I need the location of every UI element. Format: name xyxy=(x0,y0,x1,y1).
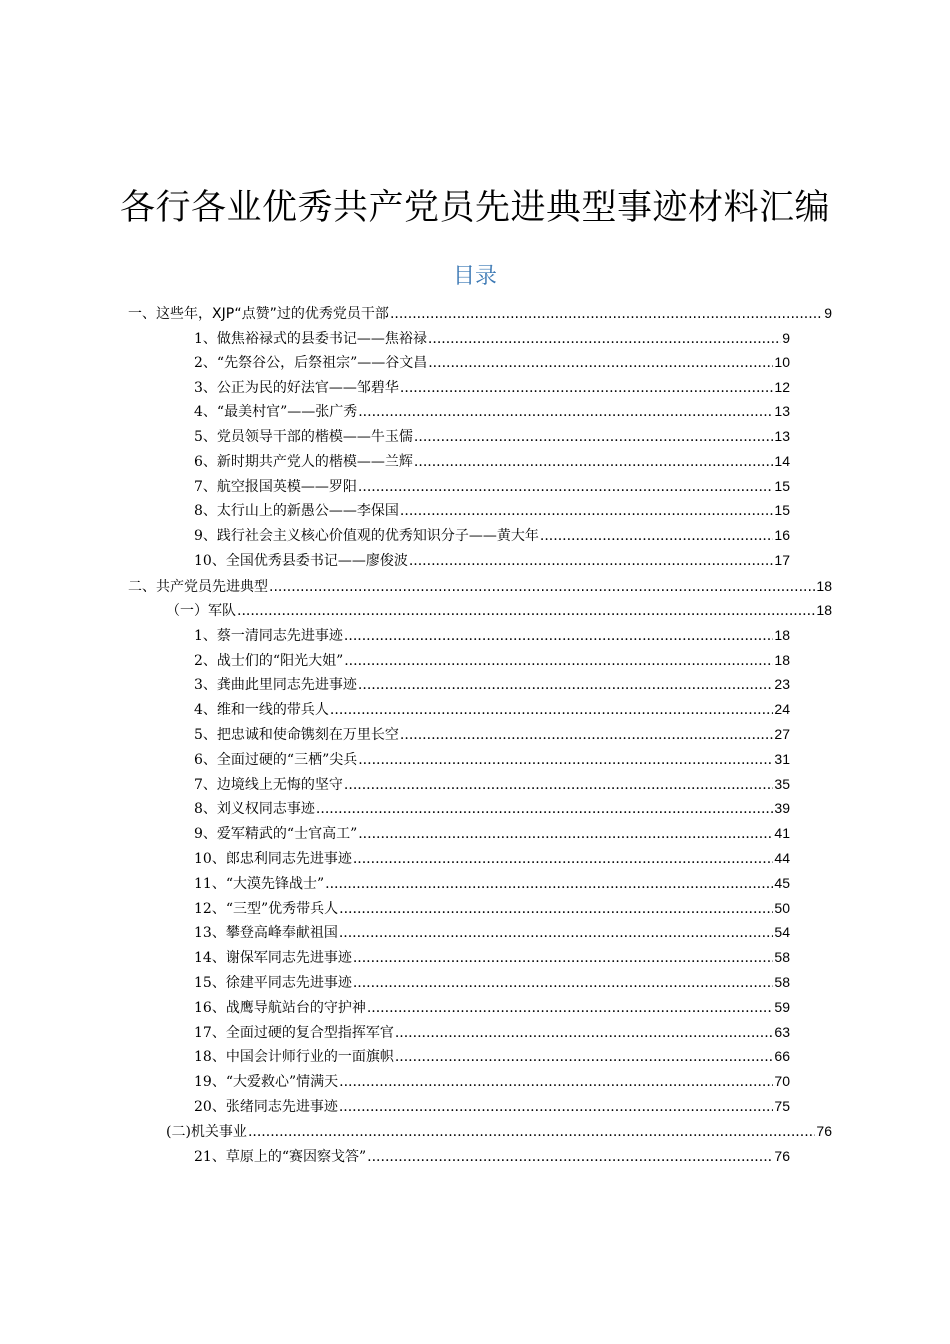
toc-entry[interactable] xyxy=(194,499,790,521)
toc-leader-dots xyxy=(358,823,773,845)
toc-entry[interactable] xyxy=(128,302,832,324)
toc-entry[interactable] xyxy=(194,946,790,968)
toc-leader-dots xyxy=(330,699,774,721)
toc-entry[interactable] xyxy=(194,921,790,943)
toc-entry[interactable] xyxy=(194,748,790,770)
toc-entry[interactable] xyxy=(194,1070,790,1092)
toc-entry-page: 24 xyxy=(774,701,790,717)
toc-leader-dots xyxy=(339,1096,774,1118)
toc-entry[interactable] xyxy=(194,351,790,373)
toc-leader-dots xyxy=(237,600,815,622)
toc-entry[interactable] xyxy=(194,773,790,795)
toc-entry[interactable] xyxy=(194,649,790,671)
toc-entry-title: 一、这些年，XJP“点赞”过的优秀党员干部 xyxy=(128,306,389,322)
toc-entry[interactable] xyxy=(194,897,790,919)
toc-entry[interactable] xyxy=(194,624,790,646)
toc-leader-dots xyxy=(325,873,773,895)
toc-entry-page: 75 xyxy=(774,1098,790,1114)
toc-entry-page: 23 xyxy=(774,676,790,692)
toc-entry-page: 63 xyxy=(774,1024,790,1040)
toc-leader-dots xyxy=(390,303,823,325)
toc-entry-page: 54 xyxy=(774,924,790,940)
toc-entry-title: 4、维和一线的带兵人 xyxy=(194,702,329,718)
toc-entry-page: 66 xyxy=(774,1048,790,1064)
toc-leader-dots xyxy=(316,798,774,820)
toc-entry-title: 3、公正为民的好法官——邹碧华 xyxy=(194,380,399,396)
toc-entry[interactable] xyxy=(194,723,790,745)
toc-entry-title: 15、徐建平同志先进事迹 xyxy=(194,975,352,991)
toc-entry[interactable] xyxy=(166,599,832,621)
toc-entry-page: 27 xyxy=(774,726,790,742)
toc-leader-dots xyxy=(400,500,774,522)
toc-entry-title: （一）军队 xyxy=(166,603,236,619)
toc-entry-title: 19、“大爱救心”情满天 xyxy=(194,1074,339,1090)
toc-entry[interactable] xyxy=(194,1145,790,1167)
toc-leader-dots xyxy=(395,1022,774,1044)
toc-entry[interactable] xyxy=(194,376,790,398)
toc-leader-dots xyxy=(400,377,774,399)
toc-entry-title: 8、刘义权同志事迹 xyxy=(194,801,315,817)
toc-entry[interactable] xyxy=(194,450,790,472)
toc-entry[interactable] xyxy=(166,1120,832,1142)
toc-entry-title: 二、共产党员先进典型 xyxy=(128,579,268,595)
toc-heading: 目录 xyxy=(452,264,497,289)
toc-entry-page: 31 xyxy=(774,751,790,767)
toc-entry-title: 18、中国会计师行业的一面旗帜 xyxy=(194,1049,394,1065)
toc-entry-page: 18 xyxy=(774,627,790,643)
toc-leader-dots xyxy=(269,576,815,598)
toc-entry-title: 10、全国优秀县委书记——廖俊波 xyxy=(194,553,408,569)
toc-entry-page: 18 xyxy=(774,652,790,668)
toc-entry-title: 1、蔡一清同志先进事迹 xyxy=(194,628,343,644)
toc-entry-page: 58 xyxy=(774,974,790,990)
toc-entry[interactable] xyxy=(194,847,790,869)
toc-leader-dots xyxy=(395,1046,774,1068)
toc-entry-title: 7、航空报国英模——罗阳 xyxy=(194,479,357,495)
toc-entry-title: 3、龚曲此里同志先进事迹 xyxy=(194,677,357,693)
toc-entry[interactable] xyxy=(194,698,790,720)
toc-entry-title: 12、“三型”优秀带兵人 xyxy=(194,901,339,917)
toc-entry-page: 15 xyxy=(774,478,790,494)
toc-entry-page: 76 xyxy=(774,1148,790,1164)
toc-entry-title: 5、把忠诚和使命镌刻在万里长空 xyxy=(194,727,399,743)
toc-leader-dots xyxy=(353,848,774,870)
toc-entry-page: 58 xyxy=(774,949,790,965)
toc-entry-page: 17 xyxy=(774,552,790,568)
toc-leader-dots xyxy=(358,674,774,696)
toc-leader-dots xyxy=(339,922,774,944)
toc-leader-dots xyxy=(367,997,774,1019)
toc-entry-title: 8、太行山上的新愚公——李保国 xyxy=(194,503,399,519)
toc-leader-dots xyxy=(339,898,773,920)
toc-entry[interactable] xyxy=(194,971,790,993)
toc-entry-title: 16、战鹰导航站台的守护神 xyxy=(194,1000,366,1016)
toc-entry-page: 50 xyxy=(774,900,790,916)
toc-entry[interactable] xyxy=(194,996,790,1018)
toc-entry-title: 17、全面过硬的复合型指挥军官 xyxy=(194,1025,394,1041)
toc-leader-dots xyxy=(400,724,774,746)
toc-entry-page: 12 xyxy=(774,379,790,395)
toc-entry-page: 15 xyxy=(774,502,790,518)
toc-entry-title: 20、张绪同志先进事迹 xyxy=(194,1099,338,1115)
toc-entry[interactable] xyxy=(194,673,790,695)
toc-leader-dots xyxy=(358,749,773,771)
toc-leader-dots xyxy=(409,550,774,572)
toc-entry-title: 13、攀登高峰奉献祖国 xyxy=(194,925,338,941)
toc-leader-dots xyxy=(414,426,774,448)
toc-entry-title: 6、全面过硬的“三栖”尖兵 xyxy=(194,752,358,768)
toc-entry-page: 9 xyxy=(824,305,832,321)
toc-entry[interactable] xyxy=(194,327,790,349)
toc-leader-dots xyxy=(344,774,774,796)
toc-leader-dots xyxy=(339,1071,773,1093)
toc-entry-page: 76 xyxy=(816,1123,832,1139)
toc-entry[interactable] xyxy=(194,475,790,497)
toc-entry-title: 7、边境线上无悔的坚守 xyxy=(194,777,343,793)
toc-leader-dots xyxy=(540,525,774,547)
toc-entry[interactable] xyxy=(194,524,790,546)
toc-leader-dots xyxy=(428,328,781,350)
toc-entry-title: 1、做焦裕禄式的县委书记——焦裕禄 xyxy=(194,331,427,347)
toc-entry-page: 18 xyxy=(816,602,832,618)
toc-leader-dots xyxy=(353,947,774,969)
toc-entry-title: 11、“大漠先锋战士” xyxy=(194,876,325,892)
toc-leader-dots xyxy=(414,451,774,473)
toc-entry[interactable] xyxy=(194,872,790,894)
toc-entry[interactable] xyxy=(194,1095,790,1117)
toc-leader-dots xyxy=(344,650,773,672)
toc-entry-title: 9、爱军精武的“士官高工” xyxy=(194,826,358,842)
toc-entry-page: 35 xyxy=(774,776,790,792)
document-title: 各行各业优秀共产党员先进典型事迹材料汇编 xyxy=(119,188,830,228)
toc-entry[interactable] xyxy=(194,797,790,819)
toc-entry-title: 6、新时期共产党人的楷模——兰辉 xyxy=(194,454,413,470)
toc-entry-page: 70 xyxy=(774,1073,790,1089)
toc-entry-title: (二)机关事业 xyxy=(166,1124,247,1140)
toc-entry-title: 14、谢保军同志先进事迹 xyxy=(194,950,352,966)
toc-entry[interactable] xyxy=(194,549,790,571)
toc-entry-page: 45 xyxy=(774,875,790,891)
toc-entry-page: 13 xyxy=(774,403,790,419)
toc-entry[interactable] xyxy=(194,400,790,422)
toc-entry-page: 41 xyxy=(774,825,790,841)
toc-leader-dots xyxy=(358,401,773,423)
toc-entry-page: 16 xyxy=(774,527,790,543)
toc-entry[interactable] xyxy=(194,1021,790,1043)
toc-entry[interactable] xyxy=(194,425,790,447)
toc-entry-title: 4、“最美村官”——张广秀 xyxy=(194,404,358,420)
toc-entry-title: 2、战士们的“阳光大姐” xyxy=(194,653,344,669)
toc-leader-dots xyxy=(358,476,774,498)
toc-entry-title: 21、草原上的“赛因察戈答” xyxy=(194,1149,367,1165)
toc-entry-page: 9 xyxy=(782,330,790,346)
toc-entry-title: 10、郎忠利同志先进事迹 xyxy=(194,851,352,867)
toc-entry[interactable] xyxy=(128,575,832,597)
toc-entry-page: 14 xyxy=(774,453,790,469)
toc-entry-title: 5、党员领导干部的楷模——牛玉儒 xyxy=(194,429,413,445)
toc-leader-dots xyxy=(248,1121,815,1143)
toc-entry-page: 44 xyxy=(774,850,790,866)
toc-entry-page: 10 xyxy=(774,354,790,370)
toc-entry-page: 59 xyxy=(774,999,790,1015)
toc-entry-page: 18 xyxy=(816,578,832,594)
toc-entry[interactable] xyxy=(194,822,790,844)
toc-entry-title: 9、践行社会主义核心价值观的优秀知识分子——黄大年 xyxy=(194,528,539,544)
toc-leader-dots xyxy=(367,1146,773,1168)
toc-entry-page: 39 xyxy=(774,800,790,816)
toc-leader-dots xyxy=(428,352,773,374)
toc-leader-dots xyxy=(353,972,774,994)
toc-entry-page: 13 xyxy=(774,428,790,444)
toc-leader-dots xyxy=(344,625,774,647)
toc-entry-title: 2、“先祭谷公，后祭祖宗”——谷文昌 xyxy=(194,355,428,371)
toc-entry[interactable] xyxy=(194,1045,790,1067)
